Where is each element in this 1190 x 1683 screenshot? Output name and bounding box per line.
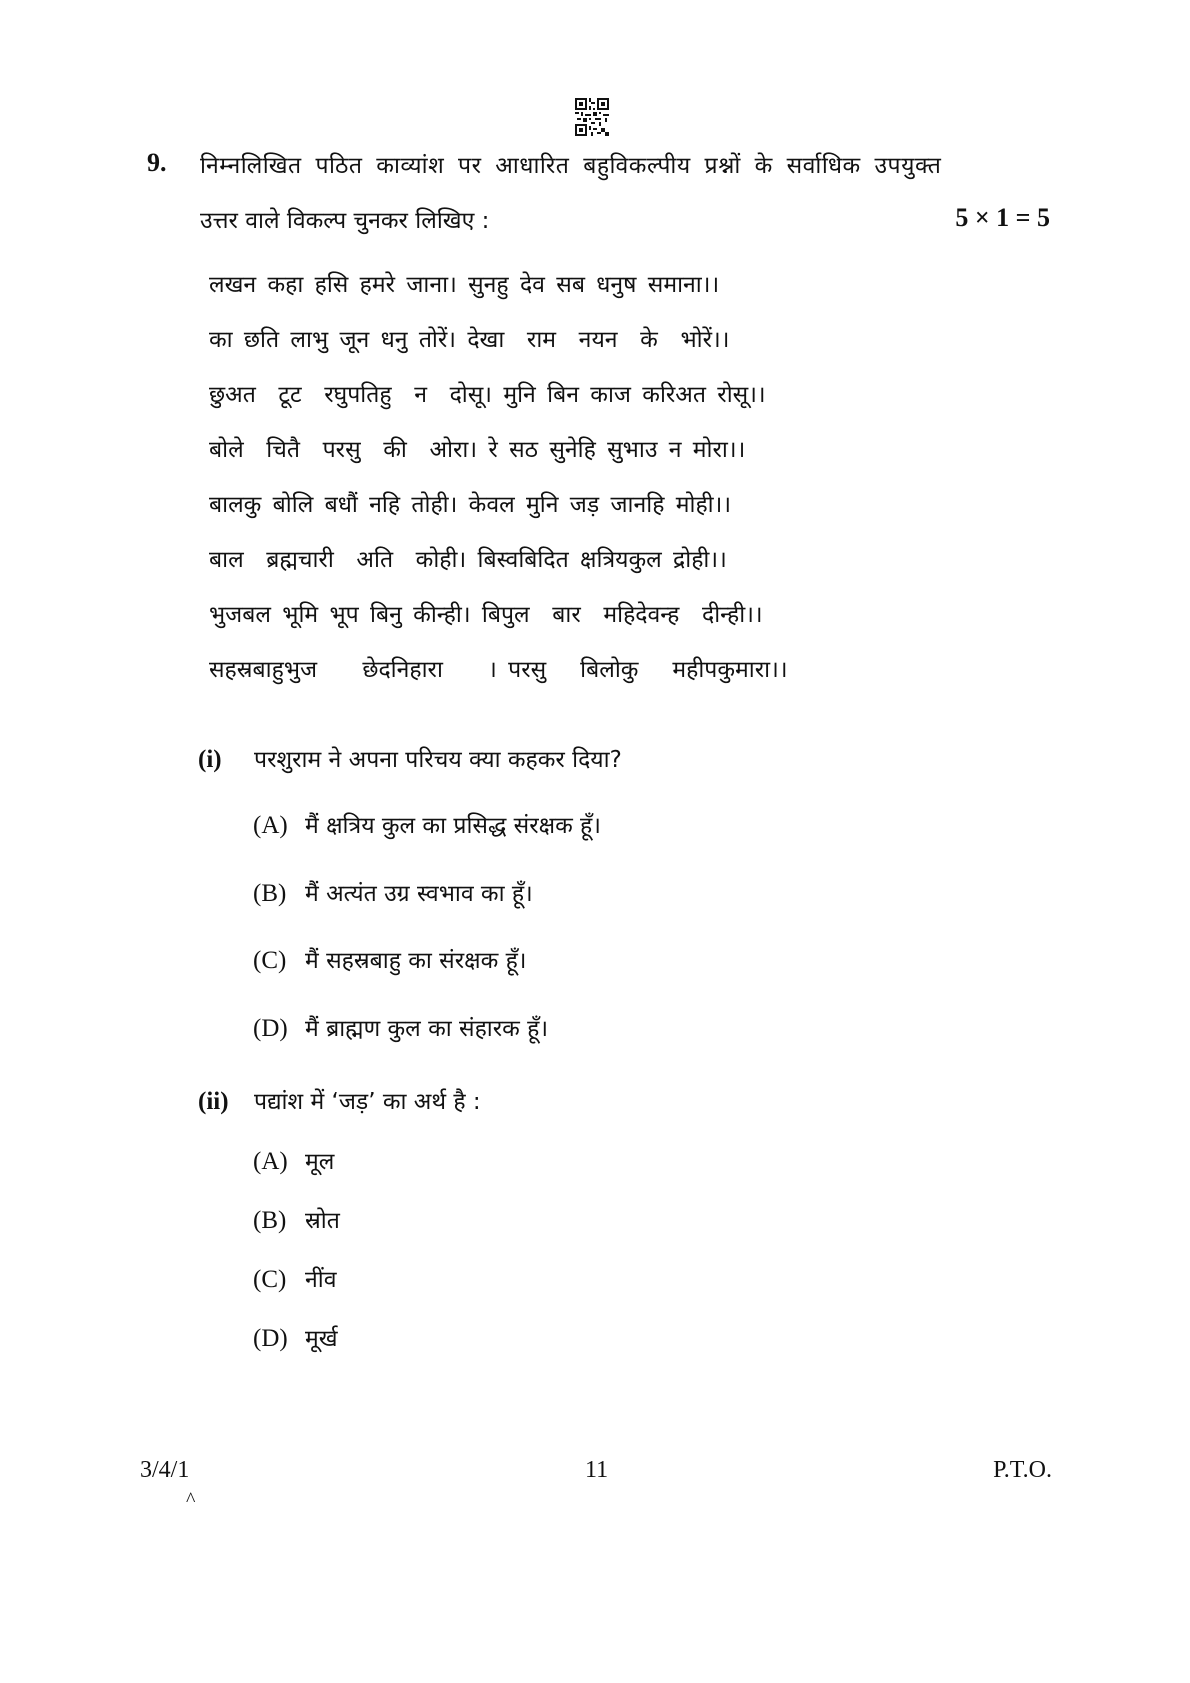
option-text: मैं अत्यंत उग्र स्वभाव का हूँ। xyxy=(305,881,533,907)
option-2d xyxy=(253,1321,338,1353)
option-text: मूर्ख xyxy=(305,1326,338,1352)
option-text: नींव xyxy=(305,1267,337,1293)
verse-line: सहस्रबाहुभुज छेदनिहारा । परसु बिलोकु महीपकुमारा।। xyxy=(209,657,788,683)
sub-question-number: (i) xyxy=(198,746,222,773)
option-label: (C) xyxy=(253,947,287,974)
option-label: (D) xyxy=(253,1325,288,1352)
caret-mark: ^ xyxy=(186,1489,196,1511)
option-label: (A) xyxy=(253,812,288,839)
question-instruction-line1: निम्नलिखित पठित काव्यांश पर आधारित बहुविकल्पीय प्रश्नों के सर्वाधिक उपयुक्त xyxy=(200,153,942,179)
verse-line: लखन कहा हसि हमरे जाना। सुनहु देव सब धनुष समाना।। xyxy=(209,272,720,298)
option-text: मैं क्षत्रिय कुल का प्रसिद्ध संरक्षक हूँ। xyxy=(305,813,601,839)
page-number: 11 xyxy=(585,1457,609,1483)
sub-question-text: पद्यांश में ‘जड़’ का अर्थ है : xyxy=(254,1089,481,1115)
option-text: मैं ब्राह्मण कुल का संहारक हूँ। xyxy=(305,1016,549,1042)
verse-line: भुजबल भूमि भूप बिनु कीन्ही। बिपुल बार महिदेवन्ह दीन्ही।। xyxy=(209,602,763,628)
option-text: मूल xyxy=(305,1149,335,1175)
sub-question-text: परशुराम ने अपना परिचय क्या कहकर दिया? xyxy=(254,747,622,773)
option-2a xyxy=(253,1144,334,1176)
verse-line: छुअत टूट रघुपतिहु न दोसू। मुनि बिन काज करिअत रोसू।। xyxy=(209,382,766,408)
sub-question-2 xyxy=(198,1084,481,1116)
option-1b xyxy=(253,876,533,908)
option-label: (B) xyxy=(253,880,287,907)
option-text: मैं सहस्रबाहु का संरक्षक हूँ। xyxy=(305,948,527,974)
option-1c xyxy=(253,943,527,975)
verse-line: का छति लाभु जून धनु तोरें। देखा राम नयन के भोरें।। xyxy=(209,327,730,353)
option-1a xyxy=(253,808,601,840)
option-2b xyxy=(253,1203,340,1235)
option-2c xyxy=(253,1262,337,1294)
question-marks: 5 × 1 = 5 xyxy=(955,203,1050,232)
option-label: (D) xyxy=(253,1015,288,1042)
qr-code-icon xyxy=(575,98,609,136)
sub-question-number: (ii) xyxy=(198,1088,229,1115)
pto-label: P.T.O. xyxy=(993,1457,1052,1483)
option-label: (C) xyxy=(253,1266,287,1293)
option-1d xyxy=(253,1011,548,1043)
verse-line: बालकु बोलि बधौं नहि तोही। केवल मुनि जड़ जानहि मोही।। xyxy=(209,492,732,518)
verse-line: बोले चितै परसु की ओरा। रे सठ सुनेहि सुभाउ न मोरा।। xyxy=(209,437,746,463)
option-text: स्रोत xyxy=(305,1208,340,1234)
question-instruction-line2: उत्तर वाले विकल्प चुनकर लिखिए : xyxy=(200,208,490,234)
verse-line: बाल ब्रह्मचारी अति कोही। बिस्वबिदित क्षत्रियकुल द्रोही।। xyxy=(209,547,727,573)
option-label: (B) xyxy=(253,1207,287,1234)
verse-block xyxy=(209,265,788,705)
question-number: 9. xyxy=(147,148,167,177)
sub-question-1 xyxy=(198,742,622,774)
paper-code: 3/4/1 xyxy=(140,1457,190,1483)
option-label: (A) xyxy=(253,1148,288,1175)
